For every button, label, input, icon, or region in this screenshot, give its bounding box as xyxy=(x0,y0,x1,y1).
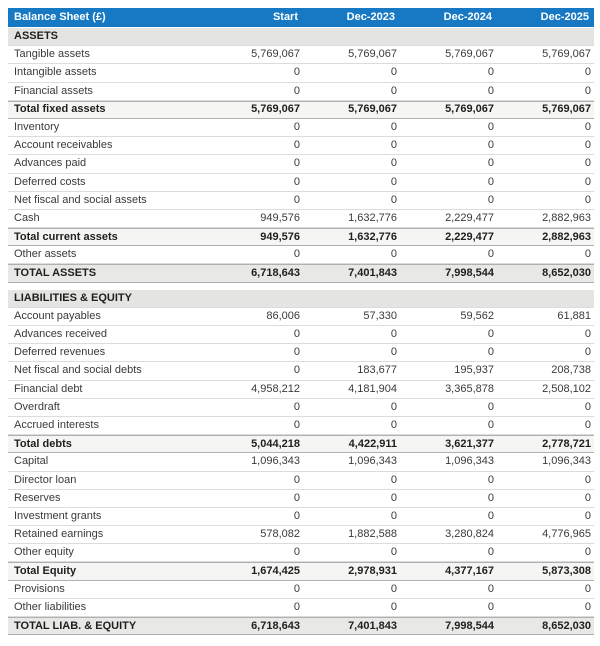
cell-value: 0 xyxy=(584,140,591,152)
cell-value: 0 xyxy=(584,176,591,188)
table-row xyxy=(8,83,594,101)
cell-value: 0 xyxy=(293,176,300,188)
cell-value: 4,422,911 xyxy=(348,438,397,450)
cell-value: 0 xyxy=(390,329,397,341)
row-label: Total Equity xyxy=(14,566,77,578)
cell-value: 0 xyxy=(584,492,591,504)
cell-value: 5,769,067 xyxy=(348,49,397,61)
table-row xyxy=(8,64,594,82)
table-row xyxy=(8,246,594,264)
row-label: Financial debt xyxy=(14,383,83,395)
table-row xyxy=(8,192,594,210)
row-label: TOTAL ASSETS xyxy=(14,268,97,280)
cell-value: 0 xyxy=(293,158,300,170)
cell-value: 6,718,643 xyxy=(251,268,300,280)
cell-value: 7,401,843 xyxy=(348,620,397,632)
row-label: Intangible assets xyxy=(14,67,97,79)
cell-value: 0 xyxy=(584,122,591,134)
cell-value: 6,718,643 xyxy=(251,620,300,632)
table-row xyxy=(8,155,594,173)
table-body xyxy=(8,28,594,635)
cell-value: 0 xyxy=(584,583,591,595)
cell-value: 8,652,030 xyxy=(542,620,591,632)
cell-value: 0 xyxy=(293,420,300,432)
cell-value: 7,401,843 xyxy=(348,268,397,280)
cell-value: 1,632,776 xyxy=(348,231,397,243)
table-row xyxy=(8,344,594,362)
column-header-start: Start xyxy=(272,12,298,23)
cell-value: 8,652,030 xyxy=(542,268,591,280)
cell-value: 2,882,963 xyxy=(542,212,591,224)
cell-value: 0 xyxy=(487,474,494,486)
cell-value: 0 xyxy=(487,601,494,613)
subtotal-row xyxy=(8,435,594,453)
table-row xyxy=(8,544,594,562)
cell-value: 0 xyxy=(487,249,494,261)
subtotal-row xyxy=(8,228,594,246)
balance-sheet-table xyxy=(8,8,594,635)
table-row xyxy=(8,46,594,64)
cell-value: 5,044,218 xyxy=(251,438,300,450)
column-header-dec2024: Dec-2024 xyxy=(443,12,492,23)
cell-value: 1,674,425 xyxy=(251,566,300,578)
grand-total-row xyxy=(8,617,594,635)
cell-value: 0 xyxy=(293,510,300,522)
cell-value: 0 xyxy=(390,122,397,134)
cell-value: 0 xyxy=(390,176,397,188)
subtotal-row xyxy=(8,101,594,119)
table-row xyxy=(8,308,594,326)
cell-value: 5,769,067 xyxy=(251,104,300,116)
cell-value: 5,769,067 xyxy=(542,49,591,61)
cell-value: 0 xyxy=(390,401,397,413)
table-row xyxy=(8,453,594,471)
cell-value: 57,330 xyxy=(363,310,397,322)
table-title: Balance Sheet (£) xyxy=(14,12,106,23)
cell-value: 195,937 xyxy=(454,365,494,377)
cell-value: 1,882,588 xyxy=(348,529,397,541)
cell-value: 949,576 xyxy=(260,231,300,243)
cell-value: 5,769,067 xyxy=(445,104,494,116)
cell-value: 0 xyxy=(293,249,300,261)
cell-value: 0 xyxy=(584,420,591,432)
cell-value: 2,778,721 xyxy=(542,438,591,450)
table-row xyxy=(8,599,594,617)
cell-value: 0 xyxy=(390,140,397,152)
row-label: Cash xyxy=(14,212,40,224)
cell-value: 0 xyxy=(293,365,300,377)
cell-value: 1,096,343 xyxy=(251,456,300,468)
row-label: Other liabilities xyxy=(14,601,87,613)
cell-value: 2,508,102 xyxy=(542,383,591,395)
cell-value: 5,873,308 xyxy=(542,566,591,578)
cell-value: 0 xyxy=(390,510,397,522)
cell-value: 0 xyxy=(487,158,494,170)
cell-value: 0 xyxy=(487,347,494,359)
table-row xyxy=(8,174,594,192)
section-gap xyxy=(8,283,594,290)
cell-value: 1,632,776 xyxy=(348,212,397,224)
cell-value: 0 xyxy=(487,510,494,522)
row-label: Provisions xyxy=(14,583,65,595)
cell-value: 0 xyxy=(390,492,397,504)
cell-value: 0 xyxy=(584,194,591,206)
cell-value: 2,229,477 xyxy=(445,231,494,243)
row-label: Inventory xyxy=(14,122,60,134)
cell-value: 5,769,067 xyxy=(348,104,397,116)
table-row xyxy=(8,490,594,508)
cell-value: 5,769,067 xyxy=(542,104,591,116)
row-label: Reserves xyxy=(14,492,61,504)
column-header-dec2023: Dec-2023 xyxy=(346,12,395,23)
row-label: Deferred revenues xyxy=(14,347,106,359)
subtotal-row xyxy=(8,562,594,580)
cell-value: 2,229,477 xyxy=(445,212,494,224)
table-row xyxy=(8,472,594,490)
row-label: Other assets xyxy=(14,249,77,261)
cell-value: 0 xyxy=(293,140,300,152)
cell-value: 0 xyxy=(487,329,494,341)
cell-value: 0 xyxy=(390,547,397,559)
row-label: TOTAL LIAB. & EQUITY xyxy=(14,620,137,632)
cell-value: 0 xyxy=(293,122,300,134)
row-label: Overdraft xyxy=(14,401,60,413)
cell-value: 7,998,544 xyxy=(445,620,494,632)
cell-value: 0 xyxy=(390,474,397,486)
cell-value: 0 xyxy=(584,158,591,170)
section-title: ASSETS xyxy=(14,31,59,43)
cell-value: 0 xyxy=(487,85,494,97)
table-row xyxy=(8,362,594,380)
row-label: Net fiscal and social assets xyxy=(14,194,147,206)
cell-value: 3,365,878 xyxy=(445,383,494,395)
cell-value: 3,621,377 xyxy=(445,438,494,450)
cell-value: 208,738 xyxy=(551,365,591,377)
cell-value: 0 xyxy=(293,85,300,97)
row-label: Total fixed assets xyxy=(14,104,106,116)
cell-value: 0 xyxy=(584,547,591,559)
cell-value: 4,958,212 xyxy=(251,383,300,395)
table-row xyxy=(8,210,594,228)
cell-value: 0 xyxy=(293,583,300,595)
cell-value: 0 xyxy=(584,249,591,261)
cell-value: 0 xyxy=(584,67,591,79)
cell-value: 0 xyxy=(390,158,397,170)
table-row xyxy=(8,381,594,399)
cell-value: 0 xyxy=(487,176,494,188)
cell-value: 3,280,824 xyxy=(445,529,494,541)
cell-value: 1,096,343 xyxy=(348,456,397,468)
column-header-dec2025: Dec-2025 xyxy=(540,12,589,23)
cell-value: 183,677 xyxy=(357,365,397,377)
table-row xyxy=(8,508,594,526)
cell-value: 4,776,965 xyxy=(542,529,591,541)
cell-value: 0 xyxy=(584,510,591,522)
cell-value: 0 xyxy=(390,67,397,79)
cell-value: 0 xyxy=(293,401,300,413)
cell-value: 4,181,904 xyxy=(348,383,397,395)
cell-value: 5,769,067 xyxy=(251,49,300,61)
table-header-row xyxy=(8,8,594,28)
row-label: Account payables xyxy=(14,310,101,322)
section-title: LIABILITIES & EQUITY xyxy=(14,292,132,304)
table-row xyxy=(8,581,594,599)
section-header-row xyxy=(8,28,594,46)
cell-value: 578,082 xyxy=(260,529,300,541)
row-label: Advances received xyxy=(14,329,107,341)
cell-value: 0 xyxy=(390,249,397,261)
grand-total-row xyxy=(8,264,594,282)
cell-value: 0 xyxy=(293,194,300,206)
cell-value: 0 xyxy=(584,401,591,413)
cell-value: 0 xyxy=(487,67,494,79)
cell-value: 0 xyxy=(390,420,397,432)
cell-value: 0 xyxy=(487,122,494,134)
cell-value: 0 xyxy=(487,583,494,595)
cell-value: 0 xyxy=(390,583,397,595)
cell-value: 0 xyxy=(293,547,300,559)
row-label: Accrued interests xyxy=(14,420,99,432)
cell-value: 0 xyxy=(293,492,300,504)
table-row xyxy=(8,119,594,137)
cell-value: 0 xyxy=(487,401,494,413)
row-label: Advances paid xyxy=(14,158,87,170)
table-row xyxy=(8,326,594,344)
cell-value: 5,769,067 xyxy=(445,49,494,61)
cell-value: 7,998,544 xyxy=(445,268,494,280)
cell-value: 0 xyxy=(293,474,300,486)
cell-value: 0 xyxy=(390,347,397,359)
table-row xyxy=(8,399,594,417)
row-label: Investment grants xyxy=(14,510,102,522)
row-label: Retained earnings xyxy=(14,529,104,541)
cell-value: 0 xyxy=(584,601,591,613)
cell-value: 0 xyxy=(390,601,397,613)
cell-value: 2,882,963 xyxy=(542,231,591,243)
section-header-row xyxy=(8,290,594,308)
cell-value: 0 xyxy=(293,329,300,341)
row-label: Deferred costs xyxy=(14,176,86,188)
cell-value: 4,377,167 xyxy=(445,566,494,578)
row-label: Total current assets xyxy=(14,231,118,243)
cell-value: 0 xyxy=(584,474,591,486)
row-label: Account receivables xyxy=(14,140,113,152)
cell-value: 1,096,343 xyxy=(445,456,494,468)
cell-value: 0 xyxy=(487,547,494,559)
table-row xyxy=(8,137,594,155)
cell-value: 0 xyxy=(487,194,494,206)
row-label: Financial assets xyxy=(14,85,93,97)
cell-value: 949,576 xyxy=(260,212,300,224)
cell-value: 59,562 xyxy=(460,310,494,322)
row-label: Net fiscal and social debts xyxy=(14,365,142,377)
cell-value: 0 xyxy=(390,85,397,97)
cell-value: 0 xyxy=(293,347,300,359)
cell-value: 0 xyxy=(390,194,397,206)
cell-value: 0 xyxy=(293,601,300,613)
cell-value: 0 xyxy=(487,140,494,152)
cell-value: 86,006 xyxy=(266,310,300,322)
cell-value: 0 xyxy=(487,492,494,504)
cell-value: 0 xyxy=(584,329,591,341)
cell-value: 61,881 xyxy=(557,310,591,322)
cell-value: 0 xyxy=(487,420,494,432)
row-label: Tangible assets xyxy=(14,49,90,61)
cell-value: 0 xyxy=(584,347,591,359)
cell-value: 0 xyxy=(293,67,300,79)
table-row xyxy=(8,526,594,544)
cell-value: 1,096,343 xyxy=(542,456,591,468)
cell-value: 0 xyxy=(584,85,591,97)
row-label: Capital xyxy=(14,456,49,468)
table-row xyxy=(8,417,594,435)
cell-value: 2,978,931 xyxy=(348,566,397,578)
row-label: Other equity xyxy=(14,547,74,559)
row-label: Total debts xyxy=(14,438,72,450)
row-label: Director loan xyxy=(14,474,77,486)
